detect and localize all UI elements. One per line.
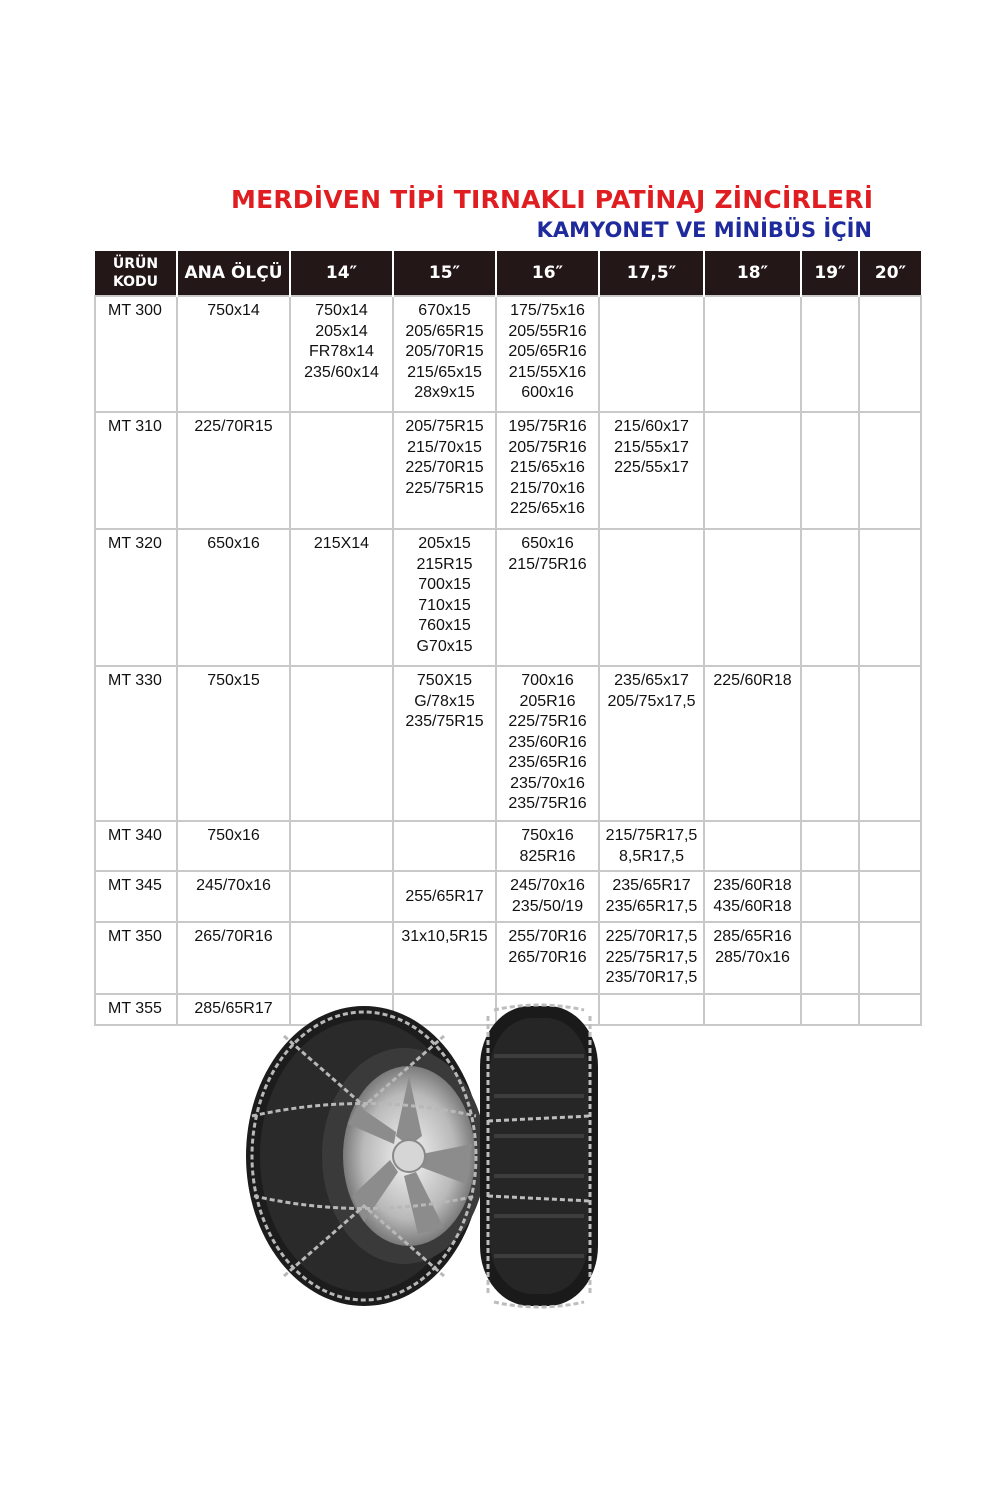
cell-18: 225/60R18	[704, 666, 801, 821]
cell-15: 205/75R15 215/70x15 225/70R15 225/75R15	[393, 412, 496, 529]
cell-15	[393, 821, 496, 871]
cell-16: 175/75x16 205/55R16 205/65R16 215/55X16 600x16	[496, 296, 599, 412]
cell-17-5: 235/65R17 235/65R17,5	[599, 871, 704, 922]
cell-16: 650x16 215/75R16	[496, 529, 599, 666]
cell-19	[801, 821, 859, 871]
cell-18	[704, 529, 801, 666]
cell-20	[859, 922, 921, 994]
cell-17-5	[599, 994, 704, 1025]
cell-15: 670x15 205/65R15 205/70R15 215/65x15 28x9x15	[393, 296, 496, 412]
chained-tires-icon	[244, 996, 614, 1326]
table-header-row	[95, 251, 921, 296]
header-ana-olcu: ANA ÖLÇÜ	[177, 251, 290, 296]
cell-17-5: 225/70R17,5 225/75R17,5 235/70R17,5	[599, 922, 704, 994]
cell-17-5	[599, 529, 704, 666]
table-row	[95, 529, 921, 666]
cell-20	[859, 871, 921, 922]
header-15: 15″	[393, 251, 496, 296]
table-row	[95, 821, 921, 871]
cell-17-5	[599, 296, 704, 412]
cell-code: MT 355	[95, 994, 177, 1025]
cell-code: MT 350	[95, 922, 177, 994]
cell-ana-olcu: 750x14	[177, 296, 290, 412]
cell-20	[859, 666, 921, 821]
cell-16: 750x16 825R16	[496, 821, 599, 871]
cell-18	[704, 994, 801, 1025]
cell-20	[859, 994, 921, 1025]
cell-code: MT 330	[95, 666, 177, 821]
page-subtitle: KAMYONET VE MİNİBÜS İÇİN	[536, 218, 872, 242]
page-title: MERDİVEN TİPİ TIRNAKLI PATİNAJ ZİNCİRLERİ	[231, 185, 874, 214]
header-code: ÜRÜN KODU	[95, 251, 177, 296]
cell-ana-olcu: 225/70R15	[177, 412, 290, 529]
table-row	[95, 871, 921, 922]
table-row	[95, 412, 921, 529]
cell-15: 255/65R17	[393, 871, 496, 922]
cell-20	[859, 529, 921, 666]
cell-code: MT 320	[95, 529, 177, 666]
header-16: 16″	[496, 251, 599, 296]
cell-16: 700x16 205R16 225/75R16 235/60R16 235/65R16 235/70x16 235/75R16	[496, 666, 599, 821]
cell-ana-olcu: 750x15	[177, 666, 290, 821]
cell-ana-olcu: 650x16	[177, 529, 290, 666]
cell-15: 205x15 215R15 700x15 710x15 760x15 G70x15	[393, 529, 496, 666]
header-14: 14″	[290, 251, 393, 296]
cell-15: 750X15 G/78x15 235/75R15	[393, 666, 496, 821]
cell-14	[290, 666, 393, 821]
size-table	[94, 251, 922, 1026]
table-row	[95, 922, 921, 994]
header-18: 18″	[704, 251, 801, 296]
table-row	[95, 666, 921, 821]
cell-code: MT 345	[95, 871, 177, 922]
header-19: 19″	[801, 251, 859, 296]
cell-20	[859, 821, 921, 871]
cell-18	[704, 821, 801, 871]
cell-16: 255/70R16 265/70R16	[496, 922, 599, 994]
cell-17-5: 215/60x17 215/55x17 225/55x17	[599, 412, 704, 529]
cell-19	[801, 871, 859, 922]
cell-19	[801, 412, 859, 529]
cell-code: MT 310	[95, 412, 177, 529]
cell-ana-olcu: 750x16	[177, 821, 290, 871]
cell-14	[290, 821, 393, 871]
header-20: 20″	[859, 251, 921, 296]
cell-19	[801, 922, 859, 994]
cell-14: 215X14	[290, 529, 393, 666]
cell-20	[859, 412, 921, 529]
cell-code: MT 300	[95, 296, 177, 412]
header-17-5: 17,5″	[599, 251, 704, 296]
cell-18: 235/60R18 435/60R18	[704, 871, 801, 922]
cell-19	[801, 994, 859, 1025]
cell-19	[801, 529, 859, 666]
cell-17-5: 215/75R17,5 8,5R17,5	[599, 821, 704, 871]
cell-18	[704, 296, 801, 412]
cell-16: 195/75R16 205/75R16 215/65x16 215/70x16 225/65x16	[496, 412, 599, 529]
cell-16: 245/70x16 235/50/19	[496, 871, 599, 922]
cell-15: 31x10,5R15	[393, 922, 496, 994]
cell-20	[859, 296, 921, 412]
cell-14	[290, 412, 393, 529]
table-row	[95, 296, 921, 412]
cell-14	[290, 922, 393, 994]
cell-code: MT 340	[95, 821, 177, 871]
cell-ana-olcu: 265/70R16	[177, 922, 290, 994]
cell-18: 285/65R16 285/70x16	[704, 922, 801, 994]
cell-ana-olcu: 245/70x16	[177, 871, 290, 922]
cell-19	[801, 296, 859, 412]
cell-14	[290, 871, 393, 922]
cell-14: 750x14 205x14 FR78x14 235/60x14	[290, 296, 393, 412]
cell-ana-olcu: 285/65R17	[177, 994, 290, 1025]
cell-19	[801, 666, 859, 821]
cell-17-5: 235/65x17 205/75x17,5	[599, 666, 704, 821]
cell-18	[704, 412, 801, 529]
